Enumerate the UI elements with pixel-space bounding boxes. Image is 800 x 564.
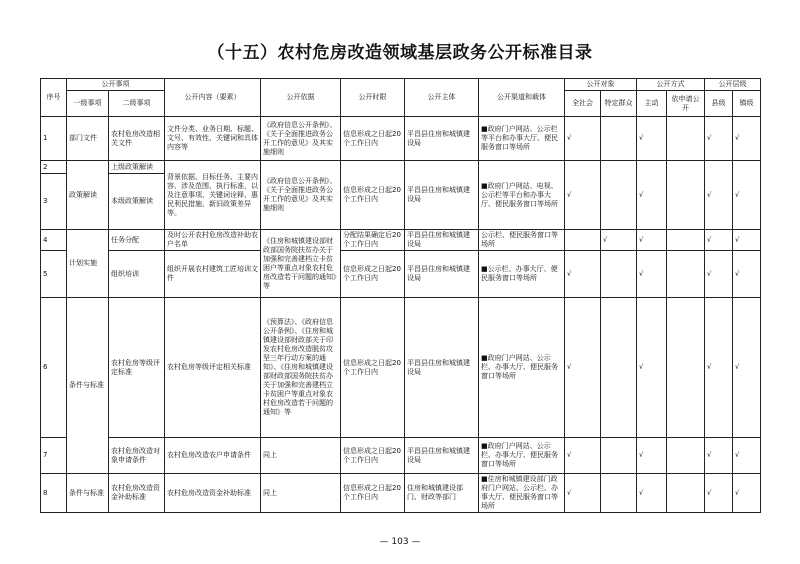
check-county: √ [705,230,733,251]
channel-cell: ■公示栏、办事大厅、便民服务窗口等场所 [479,251,565,298]
table-row [41,474,761,513]
header-channel: 公开渠道和载体 [479,79,565,117]
header-target: 公开对象 [565,79,637,91]
check-active: √ [637,117,667,161]
row-number: 3 [41,174,67,230]
header-active: 主动 [637,91,667,117]
header-level1: 一级事项 [67,91,109,117]
row-number: 5 [41,251,67,298]
disclosure-table [40,78,761,513]
check-town: √ [733,251,761,298]
subject-cell: 平昌县住房和城镇建设局 [405,161,479,230]
check-active: √ [637,251,667,298]
time-cell: 信息形成之日起20个工作日内 [341,251,405,298]
table-row [41,251,761,298]
channel-cell: ■政府门户网站、公示栏、办事大厅、便民服务窗口等场所 [479,438,565,474]
channel-cell: ■政府门户网站、公示栏、办事大厅、便民服务窗口等场所 [479,298,565,438]
channel-cell: ■政府门户网站、电视、公示栏等平台和办事大厅、便民服务窗口等场所 [479,161,565,230]
row-number: 7 [41,438,67,474]
content-cell: 文件分类、业务日期、标题、文号、有效性、关键词和具体内容等 [165,117,261,161]
check-town: √ [733,298,761,438]
level2-cell: 组织培训 [109,251,165,298]
row-number: 8 [41,474,67,513]
header-county: 县级 [705,91,733,117]
header-row-1 [41,79,761,91]
level2-cell: 农村危房改造相关文件 [109,117,165,161]
time-cell: 信息形成之日起20个工作日内 [341,474,405,513]
channel-cell: 公示栏、便民服务窗口等场所 [479,230,565,251]
header-level2: 二级事项 [109,91,165,117]
basis-cell: 《政府信息公开条例》、《关于全面推进政务公开工作的意见》及其实施细则 [261,161,341,230]
level2-cell: 任务分配 [109,230,165,251]
table-row [41,298,761,438]
check-on-request [667,251,705,298]
level2-cell: 上级政策解读 [109,161,165,174]
level1-cell: 计划实施 [67,230,109,298]
content-cell: 背景依据、目标任务、主要内容、涉及范围、执行标准，以及注意事项、关键词诠释、惠民利民措施、新旧政策差异等。 [165,161,261,230]
check-on-request [667,474,705,513]
content-cell: 组织开展农村建筑工匠培训文件 [165,251,261,298]
check-town: √ [733,474,761,513]
subject-cell: 平昌县住房和城镇建设局 [405,438,479,474]
header-level: 公开层级 [705,79,761,91]
header-seq: 序号 [41,79,67,117]
check-county: √ [705,161,733,230]
subject-cell: 平昌县住房和城镇建设局 [405,298,479,438]
check-on-request [667,161,705,230]
row-number: 1 [41,117,67,161]
level2-cell: 农村危房改造资金补助标准 [109,474,165,513]
basis-cell: 《预算法》、《政府信息公开条例》、《住房和城镇建设部财政部关于印发农村危房改造脱贫攻坚三年行动方案的通知》、《住房和城镇建设部财政部国务院扶贫办关于加强和完善建档立卡贫困户等重点对象农村危房改造若干问题的通知》等 [261,298,341,438]
subject-cell: 住房和城镇建设部门、财政等部门 [405,474,479,513]
row-number: 2 [41,161,67,174]
time-cell: 信息形成之日起20个工作日内 [341,438,405,474]
level1-cell: 条件与标准 [67,474,109,513]
header-town: 镇级 [733,91,761,117]
check-county: √ [705,438,733,474]
check-specific-group: √ [601,230,637,251]
check-town: √ [733,117,761,161]
time-cell: 分配结果确定后20个工作日内 [341,230,405,251]
level2-cell: 农村危房等级评定标准 [109,298,165,438]
row-number: 6 [41,298,67,438]
check-town: √ [733,438,761,474]
check-specific-group [601,161,637,230]
page-title: （十五）农村危房改造领域基层政务公开标准目录 [207,43,593,63]
check-specific-group [601,117,637,161]
header-public-matters: 公开事项 [67,79,165,91]
header-content: 公开内容（要素） [165,79,261,117]
check-specific-group [601,251,637,298]
header-subject: 公开主体 [405,79,479,117]
header-specific-group: 特定群众 [601,91,637,117]
channel-cell: ■住房和城镇建设部门政府门户网站、公示栏、办事大厅、便民服务窗口等场所 [479,474,565,513]
content-cell: 农村危房等级评定相关标准 [165,298,261,438]
basis-cell: 《住房和城镇建设部财政部国务院扶贫办关于加强和完善建档立卡贫困户等重点对象农村危房改造若干问题的通知》等 [261,230,341,298]
check-county: √ [705,117,733,161]
page-number: — 103 — [379,537,421,547]
check-active: √ [637,474,667,513]
header-all-society: 全社会 [565,91,601,117]
check-all-society: √ [565,438,601,474]
check-active: √ [637,438,667,474]
row-number: 4 [41,230,67,251]
check-on-request [667,298,705,438]
basis-cell: 同上 [261,438,341,474]
check-all-society: √ [565,298,601,438]
check-on-request [667,438,705,474]
header-basis: 公开依据 [261,79,341,117]
check-all-society: √ [565,117,601,161]
basis-cell: 同上 [261,474,341,513]
subject-cell: 平昌县住房和城镇建设局 [405,117,479,161]
check-county: √ [705,474,733,513]
check-on-request [667,230,705,251]
check-all-society [565,230,601,251]
basis-cell: 《政府信息公开条例》、《关于全面推进政务公开工作的意见》及其实施细则 [261,117,341,161]
table-row [41,117,761,161]
channel-cell: ■政府门户网站、公示栏等平台和办事大厅、便民服务窗口等场所 [479,117,565,161]
table-row [41,438,761,474]
check-all-society: √ [565,161,601,230]
check-town: √ [733,230,761,251]
check-county: √ [705,298,733,438]
level1-cell: 部门文件 [67,117,109,161]
time-cell: 信息形成之日起20个工作日内 [341,161,405,230]
check-specific-group [601,298,637,438]
level1-cell: 政策解读 [67,161,109,230]
level2-cell: 本级政策解读 [109,174,165,230]
check-county: √ [705,251,733,298]
check-active: √ [637,161,667,230]
content-cell: 农村危房改造资金补助标准 [165,474,261,513]
check-town: √ [733,161,761,230]
table-row [41,230,761,251]
check-specific-group [601,438,637,474]
time-cell: 信息形成之日起20个工作日内 [341,298,405,438]
level1-cell: 条件与标准 [67,298,109,474]
check-all-society: √ [565,474,601,513]
check-active: √ [637,230,667,251]
subject-cell: 平昌县住房和城镇建设局 [405,230,479,251]
header-method: 公开方式 [637,79,705,91]
header-time-limit: 公开时限 [341,79,405,117]
content-cell: 农村危房改造农户申请条件 [165,438,261,474]
level2-cell: 农村危房改造对象申请条件 [109,438,165,474]
check-active: √ [637,298,667,438]
check-specific-group [601,474,637,513]
content-cell: 及时公开农村危房改造补助农户名单 [165,230,261,251]
check-all-society: √ [565,251,601,298]
subject-cell: 平昌县住房和城镇建设局 [405,251,479,298]
table-row [41,161,761,174]
check-on-request [667,117,705,161]
time-cell: 信息形成之日起20个工作日内 [341,117,405,161]
header-on-request: 依申请公开 [667,91,705,117]
